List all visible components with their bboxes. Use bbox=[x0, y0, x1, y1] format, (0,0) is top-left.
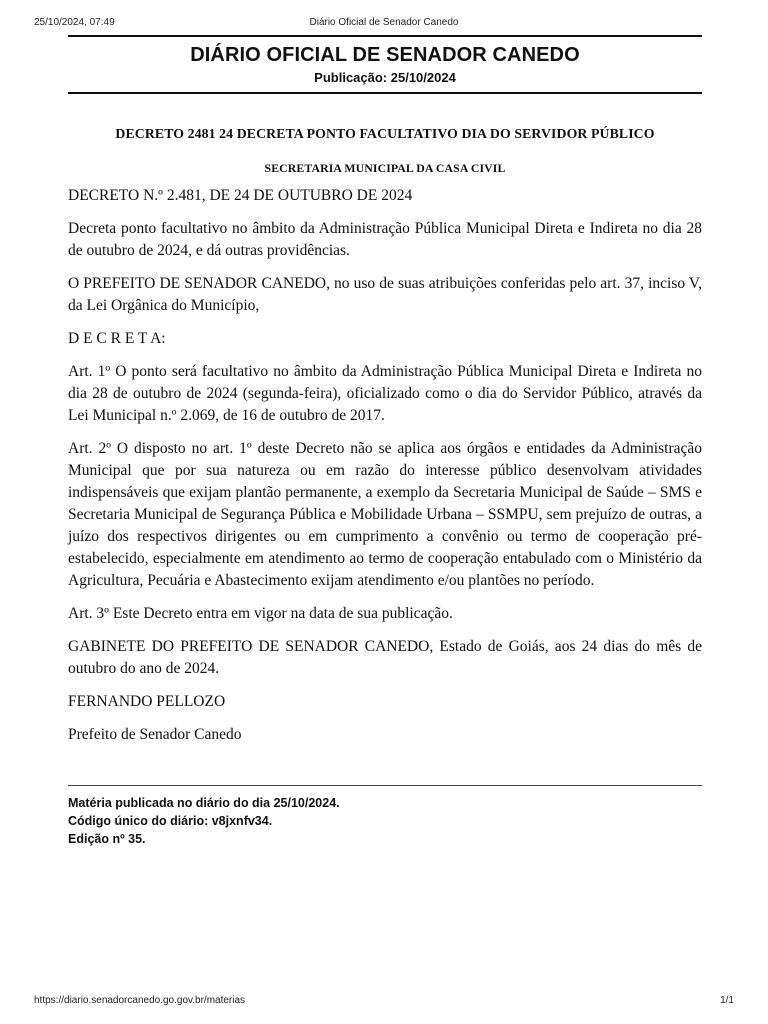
signatory-title: Prefeito de Senador Canedo bbox=[68, 726, 242, 743]
print-url[interactable]: https://diario.senadorcanedo.go.gov.br/materias bbox=[34, 995, 246, 1006]
decree-subheading: SECRETARIA MUNICIPAL DA CASA CIVIL bbox=[264, 161, 506, 175]
masthead bbox=[68, 42, 702, 86]
print-footer bbox=[34, 995, 734, 1009]
decree-preamble: O PREFEITO DE SENADOR CANEDO, no uso de suas atribuições conferidas pelo art. 37, inciso V, da Lei Orgânica do Município, bbox=[68, 275, 702, 314]
masthead-bottom-rule bbox=[68, 92, 702, 94]
decree-document bbox=[68, 124, 702, 757]
diary-code-note: Código único do diário: v8jxnfv34. bbox=[68, 814, 273, 828]
page-count: 1/1 bbox=[720, 995, 734, 1006]
decree-ementa: Decreta ponto facultativo no âmbito da Administração Pública Municipal Direta e Indireta no dia 28 de outubro de 2024, e dá outras providências. bbox=[68, 220, 702, 259]
decree-decreta: D E C R E T A: bbox=[68, 330, 166, 347]
decree-number: DECRETO N.º 2.481, DE 24 DE OUTUBRO DE 2024 bbox=[68, 187, 413, 204]
print-header bbox=[34, 17, 734, 31]
publication-date: Publicação: 25/10/2024 bbox=[314, 70, 456, 85]
publication-meta bbox=[68, 794, 340, 848]
footer-divider bbox=[68, 785, 702, 786]
decree-closing: GABINETE DO PREFEITO DE SENADOR CANEDO, Estado de Goiás, aos 24 dias do mês de outubro do ano de 2024. bbox=[68, 638, 702, 677]
edition-note: Edição nº 35. bbox=[68, 832, 146, 846]
decree-heading: DECRETO 2481 24 DECRETA PONTO FACULTATIVO DIA DO SERVIDOR PÚBLICO bbox=[115, 126, 655, 141]
masthead-top-rule bbox=[68, 35, 702, 37]
print-page-title: Diário Oficial de Senador Canedo bbox=[309, 17, 459, 28]
article-1: Art. 1º O ponto será facultativo no âmbito da Administração Pública Municipal Direta e Indireta no dia 28 de outubro de 2024 (segunda-feira), oficializado como o dia do Servidor Público, através da Lei Municipal n.º 2.069, de 16 de outubro de 2017. bbox=[68, 363, 702, 424]
article-2: Art. 2º O disposto no art. 1º deste Decreto não se aplica aos órgãos e entidades da Administração Municipal que por sua natureza ou em razão do interesse público desenvolvam atividades indispensáveis que exijam plantão permanente, a exemplo da Secretaria Municipal de Saúde – SMS e Secretaria Municipal de Segurança Pública e Mobilidade Urbana – SSMPU, sem prejuízo de outras, a juízo dos respectivos dirigentes ou em cumprimento a convênio ou termo de cooperação pré-estabelecido, especialmente em atendimento ao termo de cooperação entabulado com o Ministério da Agricultura, Pecuária e Abastecimento exijam atendimento e/ou plantões no período. bbox=[68, 440, 702, 589]
print-datetime: 25/10/2024, 07:49 bbox=[34, 17, 115, 28]
article-3: Art. 3º Este Decreto entra em vigor na data de sua publicação. bbox=[68, 605, 453, 622]
signatory-name: FERNANDO PELLOZO bbox=[68, 693, 226, 710]
published-date-note: Matéria publicada no diário do dia 25/10/2024. bbox=[68, 796, 340, 810]
masthead-title: DIÁRIO OFICIAL DE SENADOR CANEDO bbox=[190, 44, 580, 66]
